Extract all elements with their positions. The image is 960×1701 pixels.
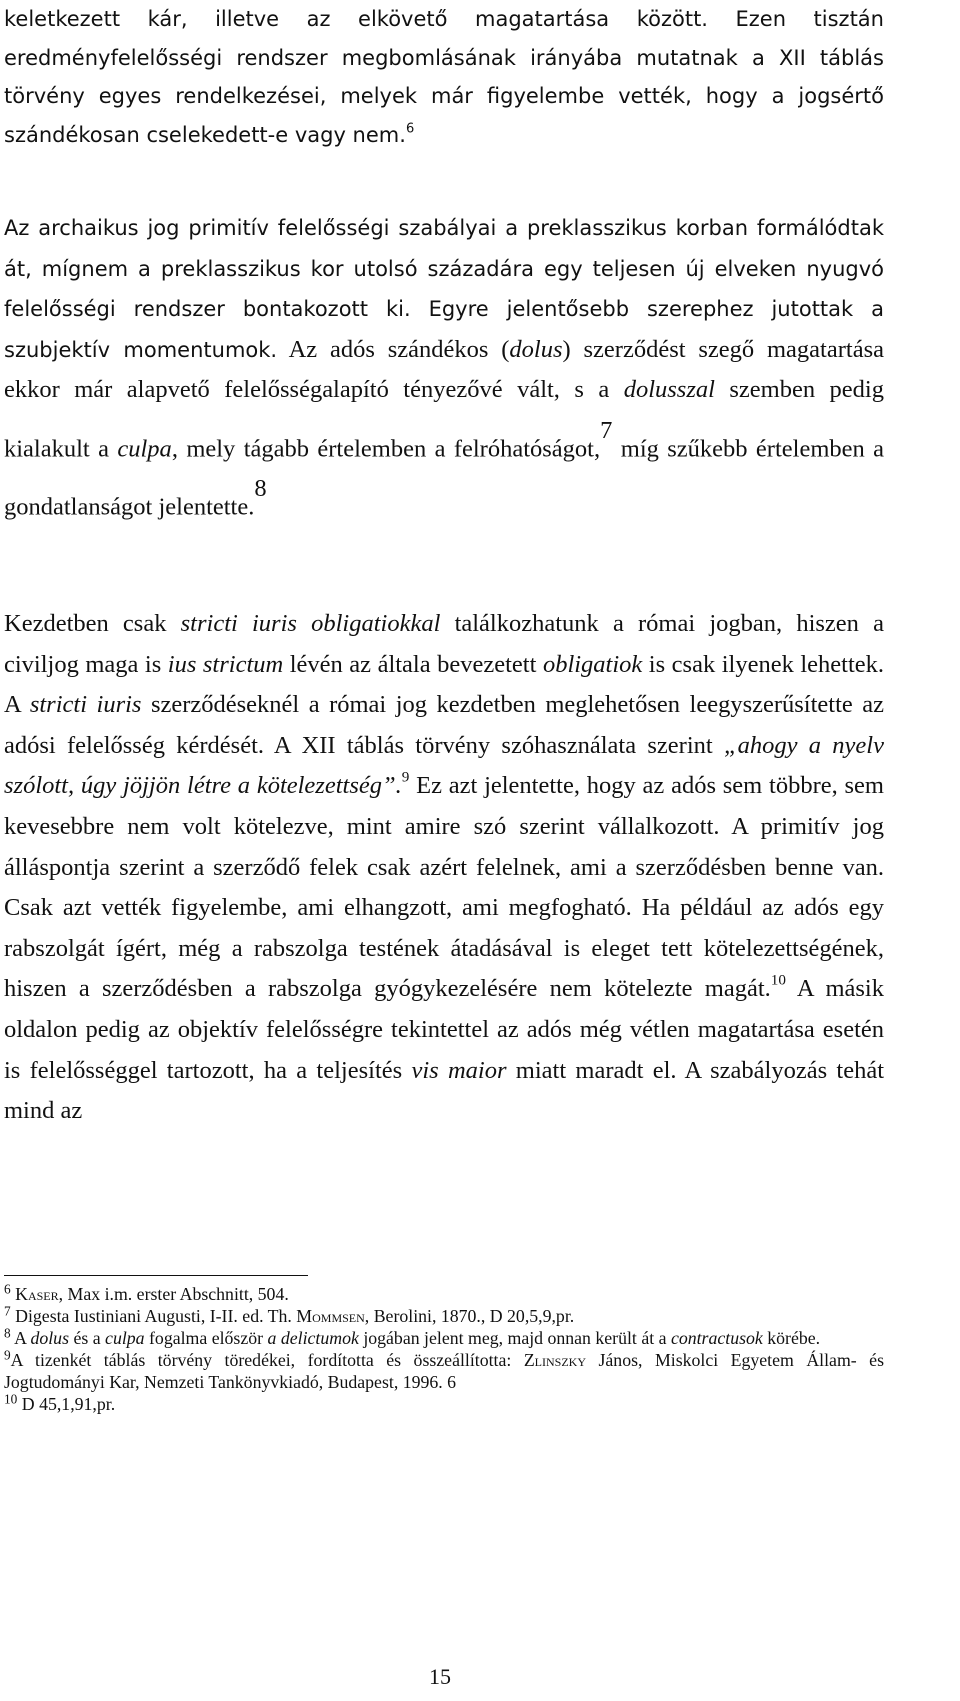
- paragraph-2: [4, 208, 884, 528]
- paragraph-text: is csak ilyenek lehettek. A: [4, 650, 885, 719]
- footnote-separator: [4, 1275, 308, 1276]
- author-name: Kaser: [15, 1284, 59, 1304]
- italic-term: dolus: [30, 1328, 69, 1349]
- paragraph-text: szerződéseknél a római jog kezdetben meglehetősen leegyszerűsítette az adósi felelősség kérdését. A XII táblás törvény szóhasználata szerint: [4, 691, 885, 759]
- paragraph-text: Kezdetben csak: [4, 610, 181, 637]
- footnote-text: jogában jelent meg, majd onnan került át a: [358, 1328, 671, 1349]
- footnote-text: , Max i.m. erster Abschnitt, 504.: [58, 1284, 289, 1304]
- paragraph-text: ) szerződést szegő magatartása ekkor már alapvető felelősségalapító tényezővé vált, s a: [4, 335, 884, 403]
- paragraph-text: keletkezett kár, illetve az elkövető magatartása között. Ezen tisztán eredményfelelősségi rendszer megbomlásának irányába mutatnak a XII táblás törvény egyes rendelkezései, melyek már figyelembe vették, hogy a jogsértő szándékosan cselekedett-e vagy nem.: [4, 7, 884, 147]
- footnote-number: 10: [4, 1391, 18, 1407]
- footnote-text: Digesta Iustiniani Augusti, I-II. ed. Th.: [15, 1306, 297, 1327]
- paragraph-text: miatt maradt el. A szabályozás tehát mind az: [4, 1056, 885, 1125]
- footnote-number: 7: [4, 1303, 11, 1319]
- paragraph-1: [4, 0, 884, 154]
- italic-term: vis maior: [411, 1056, 507, 1084]
- paragraph-text: Az archaikus jog primitív felelősségi szabályai a preklasszikus korban formálódtak át, mígnem a preklasszikus kor utolsó századára egy teljesen új elveken nyugvó felelősségi rendszer bontakozott ki. Egyre jelentősebb szerephez jutottak a szubjektív momentumok.: [4, 216, 884, 362]
- footnote-number: 8: [4, 1325, 11, 1341]
- italic-term: dolus: [509, 335, 563, 363]
- footnote-text: D 45,1,91,pr.: [17, 1393, 116, 1414]
- footnote-number: 9: [4, 1347, 11, 1363]
- italic-term: obligatiok: [542, 650, 643, 678]
- footnotes: [4, 1281, 884, 1416]
- footnote-8: [4, 1325, 884, 1350]
- footnote-text: körébe.: [762, 1328, 821, 1349]
- author-name: Zlinszky: [523, 1350, 587, 1371]
- author-name: Mommsen: [296, 1306, 365, 1327]
- page-number: 15: [429, 1664, 451, 1689]
- paragraph-text: lévén az általa bevezetett: [283, 650, 543, 678]
- footnote-6: [4, 1281, 884, 1306]
- paragraph-text: Ez azt jelentette, hogy az adós sem többre, sem kevesebbre nem volt kötelezve, mint amire szó szerint vállalkozott. A primitív jog álláspontja szerint a szerződő felek csak azért felelnek, ami a szerződésben benne van. Csak azt vették figyelembe, ami elhangzott, ami megfogható. Ha például az adós egy rabszolgát ígért, még a rabszolga testének átadásával is eleget tett kötelezettségének, hiszen a szerződésben a rabszolga gyógykezelésére nem kötelezte magát.: [4, 772, 884, 1003]
- italic-term: a delictumok: [267, 1328, 359, 1349]
- paragraph-text: míg szűkebb értelemben a gondatlanságot jelentette.: [4, 434, 885, 521]
- paragraph-text: Az adós szándékos (: [277, 335, 510, 363]
- italic-term: culpa: [105, 1328, 145, 1349]
- footnote-ref-10: 10: [770, 971, 786, 989]
- paragraph-text: szemben pedig kialakult a: [4, 376, 884, 462]
- italic-term: culpa: [117, 434, 172, 462]
- footnote-text: A tizenkét táblás törvény töredékei, fordította és összeállította:: [10, 1350, 524, 1371]
- footnote-text: fogalma először: [144, 1328, 268, 1349]
- italic-term: dolusszal: [623, 376, 715, 403]
- footnote-7: [4, 1303, 884, 1328]
- footnote-9: [4, 1347, 884, 1393]
- footnote-ref-6: 6: [405, 120, 415, 136]
- footnote-text: János, Miskolci Egyetem Állam- és Jogtudományi Kar, Nemzeti Tankönyvkiadó, Budapest, 1996. 6: [4, 1350, 884, 1392]
- footnote-text: , Berolini, 1870., D 20,5,9,pr.: [364, 1306, 575, 1327]
- footnote-ref-7: 7: [600, 416, 613, 444]
- italic-quote: „ahogy a nyelv szólott, úgy jöjjön létre a kötelezettség”.: [4, 731, 884, 800]
- footnote-text: A: [10, 1328, 31, 1349]
- paragraph-text: A másik oldalon pedig az objektív felelősségre tekintettel az adós még vétlen magatartása esetén is felelősséggel tartozott, ha a teljesítés: [4, 975, 884, 1084]
- italic-term: contractusok: [670, 1328, 763, 1349]
- footnote-ref-8: 8: [254, 475, 267, 503]
- paragraph-text: , mely tágabb értelemben a felróhatóságot,: [171, 434, 601, 462]
- footnote-ref-9: 9: [401, 768, 410, 786]
- italic-term: stricti iuris obligatiokkal: [180, 610, 441, 637]
- paragraph-text: találkozhatunk a római jogban, hiszen a civiljog maga is: [4, 610, 884, 678]
- italic-term: ius strictum: [167, 650, 284, 678]
- paragraph-3: [4, 604, 884, 1132]
- footnote-number: 6: [4, 1281, 11, 1297]
- italic-term: stricti iuris: [29, 691, 142, 719]
- footnote-10: [4, 1391, 884, 1416]
- footnote-text: és a: [69, 1328, 106, 1349]
